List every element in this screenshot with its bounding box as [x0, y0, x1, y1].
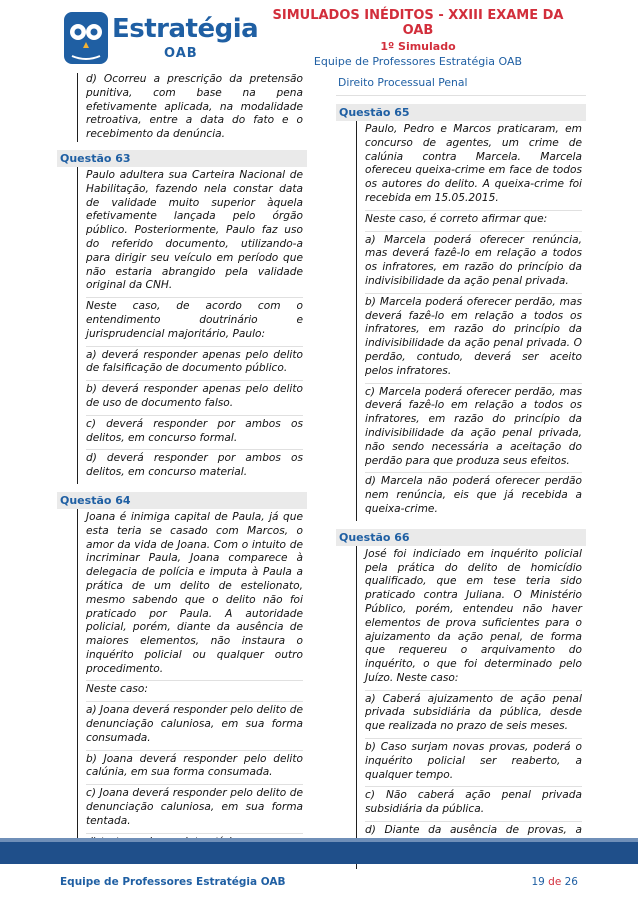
page-of: de — [548, 876, 562, 888]
question-65-prompt: Neste caso, é correto afirmar que: — [365, 211, 582, 232]
left-column — [57, 73, 307, 853]
owl-logo-icon — [64, 12, 108, 64]
question-63-prompt: Neste caso, de acordo com o entendimento doutrinário e jurisprudencial majoritário, Paulo: — [86, 298, 303, 346]
question-64-stem: Joana é inimiga capital de Paula, já que esta teria se casado com Marcos, o amor da vida de Joana. Com o intuito de incriminar Paula, Joana comparece à delegacia de polícia e imputa à Paula a prática de um delito de estelionato, mesmo sabendo que o delito não foi praticado por Paula. A autoridade policial, porém, diante da ausência de maiores elementos, não instaura o inquérito policial ou qualquer outro procedimento. — [86, 509, 303, 682]
question-63-option-d: d) deverá responder por ambos os delitos, em concurso material. — [86, 452, 303, 479]
question-66-body — [356, 546, 586, 870]
question-63-body — [77, 167, 307, 484]
question-66-heading: Questão 66 — [336, 529, 586, 546]
section-label: Direito Processual Penal — [336, 73, 586, 96]
question-63-option-a: a) deverá responder apenas pelo delito de falsificação de documento público. — [86, 347, 303, 382]
header-block — [258, 8, 578, 68]
logo-text: Estratégia — [112, 14, 259, 44]
question-64-body — [77, 509, 307, 854]
question-64-option-c: c) Joana deverá responder pelo delito de denunciação caluniosa, em sua forma tentada. — [86, 785, 303, 833]
question-64-option-b: b) Joana deverá responder pelo delito calúnia, em sua forma consumada. — [86, 751, 303, 786]
question-66-option-d: d) Diante da ausência de provas, a — [365, 824, 582, 837]
question-66-option-a: a) Caberá ajuizamento de ação penal privada subsidiária da pública, desde que realizada no prazo de seis meses. — [365, 691, 582, 739]
question-66-stem: José foi indiciado em inquérito policial pela prática do delito de homicídio qualificado, que em tese teria sido praticado contra Juliana. O Ministério Público, porém, entendeu não haver elementos de prova suficientes para o ajuizamento da ação penal, de forma que requereu o arquivamento do inquérito, o que foi determinado pelo Juízo. Neste caso: — [365, 546, 582, 691]
question-66-option-c: c) Não caberá ação penal privada subsidiária da pública. — [365, 787, 582, 822]
question-65-body — [356, 121, 586, 521]
question-63-heading: Questão 63 — [57, 150, 307, 167]
question-65-option-a: a) Marcela poderá oferecer renúncia, mas deverá fazê-lo em relação a todos os infratores, em razão do princípio da indivisibilidade da ação penal privada. — [365, 232, 582, 294]
question-63-option-b: b) deverá responder apenas pelo delito de uso de documento falso. — [86, 381, 303, 416]
question-65-option-c: c) Marcela poderá oferecer perdão, mas deverá fazê-lo em relação a todos os infratores, em razão do princípio da indivisibilidade da ação penal privada, não sendo necessária a aceitação do perdão para que produza seus efeitos. — [365, 384, 582, 474]
question-64-option-a: a) Joana deverá responder pelo delito de denunciação caluniosa, em sua forma consumada. — [86, 702, 303, 750]
question-65-option-b: b) Marcela poderá oferecer perdão, mas deverá fazê-lo em relação a todos os infratores, em razão do princípio da indivisibilidade da ação penal privada. O perdão, contudo, deverá ser aceito pelos infratores. — [365, 294, 582, 384]
brand-logo — [64, 8, 259, 64]
previous-question-option-d: d) Ocorreu a prescrição da pretensão punitiva, com base na pena efetivamente aplicada, na modalidade retroativa, entre a data do fato e o recebimento da denúncia. — [77, 73, 307, 142]
question-66-option-b: b) Caso surjam novas provas, poderá o inquérito policial ser reaberto, a qualquer tempo. — [365, 739, 582, 787]
page-total: 26 — [564, 876, 578, 888]
footer-team: Equipe de Professores Estratégia OAB — [60, 876, 286, 888]
question-64-prompt: Neste caso: — [86, 681, 303, 702]
question-65-heading: Questão 65 — [336, 104, 586, 121]
logo-sub: OAB — [164, 46, 198, 61]
header-team: Equipe de Professores Estratégia OAB — [313, 55, 523, 68]
question-63-option-c: c) deverá responder por ambos os delitos, em concurso formal. — [86, 416, 303, 451]
header-title: SIMULADOS INÉDITOS - XXIII EXAME DA OAB — [272, 8, 564, 38]
question-65-stem: Paulo, Pedro e Marcos praticaram, em concurso de agentes, um crime de calúnia contra Marcela. Marcela ofereceu queixa-crime em face de todos os autores do delito. A queixa-crime foi recebida em 15.05.2015. — [365, 121, 582, 211]
question-63-stem: Paulo adultera sua Carteira Nacional de Habilitação, fazendo nela constar data de validade muito superior àquela efetivamente lançada pelo órgão público. Posteriormente, Paulo faz uso do referido documento, utilizando-a para dirigir seu veículo em período que não estaria abrangido pela validade original da CNH. — [86, 167, 303, 298]
header-subtitle: 1º Simulado — [380, 40, 456, 53]
question-64-heading: Questão 64 — [57, 492, 307, 509]
question-65-option-d: d) Marcela não poderá oferecer perdão nem renúncia, eis que já recebida a queixa-crime. — [365, 475, 582, 515]
footer-bar — [0, 842, 638, 864]
page-number — [531, 876, 578, 888]
page-current: 19 — [531, 876, 545, 888]
right-column — [336, 73, 586, 869]
